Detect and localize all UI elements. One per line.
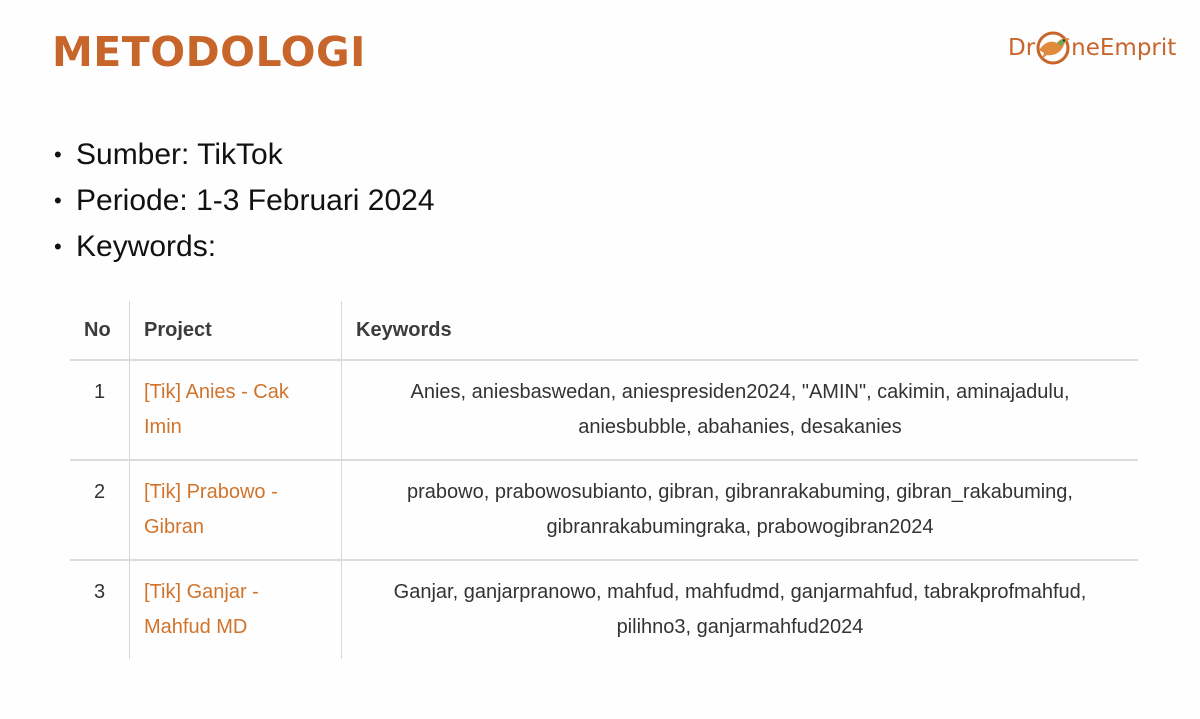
bullet-text: Keywords: (76, 230, 217, 263)
bullet-item (54, 132, 435, 178)
keywords-table (70, 301, 1138, 659)
bullet-dot-icon: • (54, 142, 62, 167)
project-link[interactable]: [Tik] Anies - Cak Imin (130, 360, 342, 460)
table-row (70, 360, 1138, 460)
table-header-row (70, 301, 1138, 360)
table-row (70, 560, 1138, 659)
logo-text-right: neEmprit (1071, 35, 1177, 61)
cell-keywords: Anies, aniesbaswedan, aniespresiden2024, "AMIN", cakimin, aminajadulu, aniesbubble, abahanies, desakanies (342, 360, 1139, 460)
bullet-list (54, 132, 435, 270)
header-project: Project (130, 301, 342, 360)
header-keywords: Keywords (342, 301, 1139, 360)
bullet-item (54, 224, 435, 270)
project-link[interactable]: [Tik] Ganjar - Mahfud MD (130, 560, 342, 659)
bird-in-circle-icon (1033, 28, 1073, 68)
cell-keywords: prabowo, prabowosubianto, gibran, gibranrakabuming, gibran_rakabuming, gibranrakabumingraka, prabowogibran2024 (342, 460, 1139, 560)
cell-no: 1 (70, 360, 130, 460)
project-link[interactable]: [Tik] Prabowo - Gibran (130, 460, 342, 560)
table-row (70, 460, 1138, 560)
cell-no: 2 (70, 460, 130, 560)
cell-keywords: Ganjar, ganjarpranowo, mahfud, mahfudmd, ganjarmahfud, tabrakprofmahfud, pilihno3, ganjarmahfud2024 (393, 581, 1087, 638)
header-no: No (70, 301, 130, 360)
bullet-text: Sumber: TikTok (76, 138, 283, 171)
drone-emprit-logo (1008, 26, 1176, 70)
bullet-text: Periode: 1-3 Februari 2024 (76, 184, 435, 217)
cell-no: 3 (70, 560, 130, 659)
logo-text-left: Dr (1008, 35, 1036, 61)
bullet-dot-icon: • (54, 188, 62, 213)
bullet-item (54, 178, 435, 224)
bullet-dot-icon: • (54, 234, 62, 259)
slide-title: METODOLOGI (52, 28, 366, 76)
